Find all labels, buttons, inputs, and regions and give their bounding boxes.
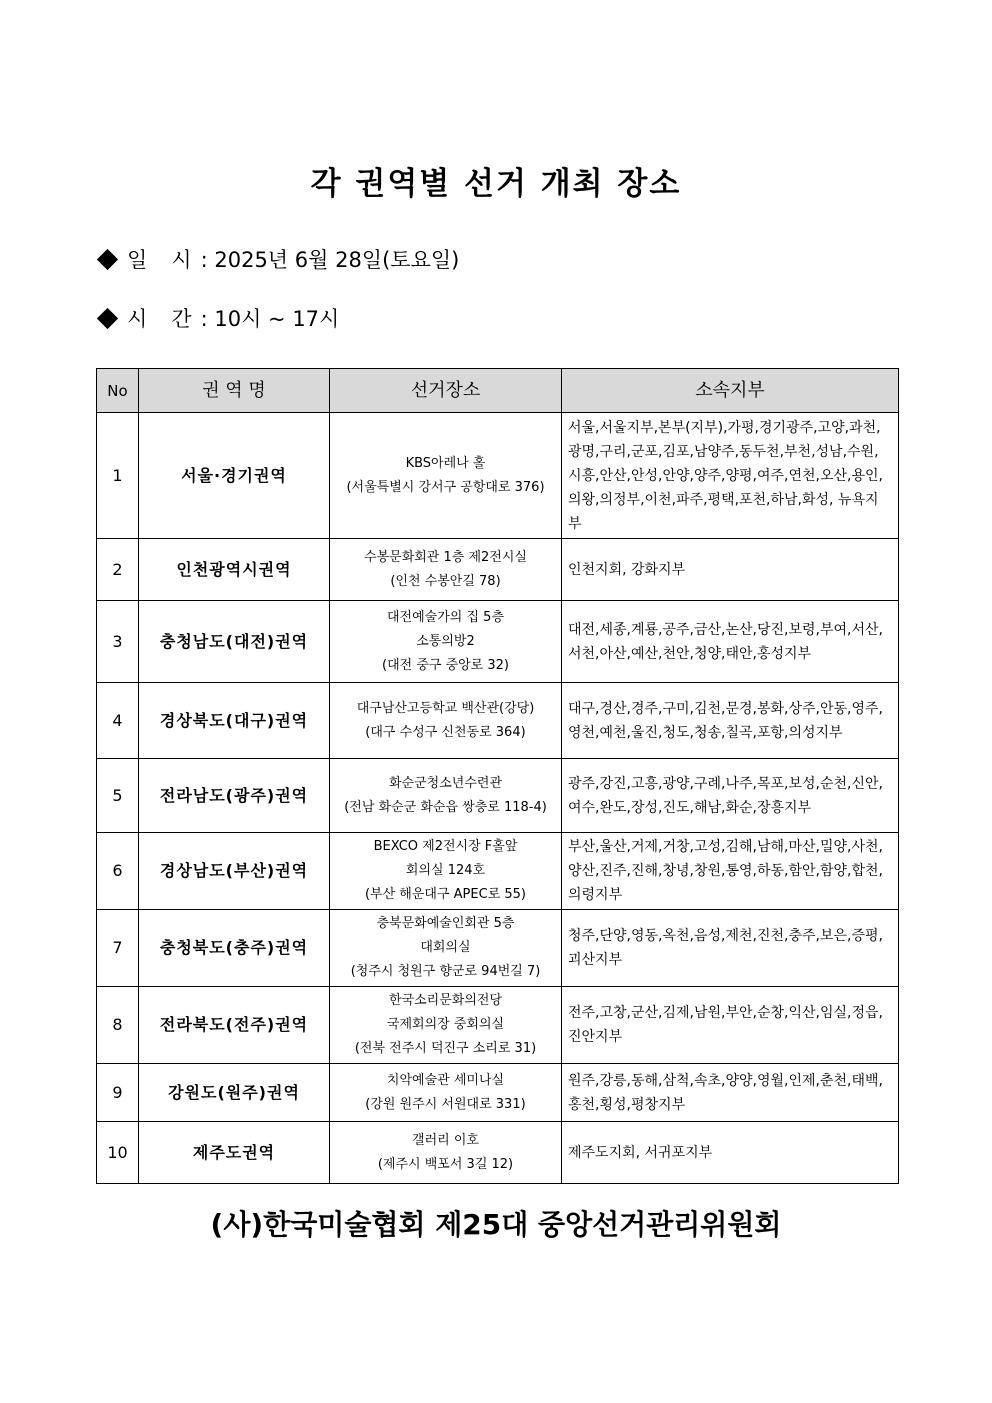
venue-line: (제주시 백포서 3길 12) [377, 1156, 514, 1172]
region-name: 서울·경기권역 [139, 413, 330, 539]
region-name: 전라북도(전주)권역 [139, 987, 330, 1064]
venue-cell [330, 683, 562, 759]
branch-list: 대구,경산,경주,구미,김천,문경,봉화,상주,안동,영주,영천,예천,울진,청도,청송,칠곡,포항,의성지부 [562, 683, 899, 759]
row-number: 9 [97, 1064, 139, 1122]
table-row [97, 601, 899, 683]
row-number: 8 [97, 987, 139, 1064]
branch-list: 청주,단양,영동,옥천,음성,제천,진천,충주,보은,증평, 괴산지부 [562, 910, 899, 987]
header-venue: 선거장소 [330, 369, 562, 413]
table-row [97, 1064, 899, 1122]
table-header-row [97, 369, 899, 413]
branch-list: 전주,고창,군산,김제,남원,부안,순창,익산,임실,정읍,진안지부 [562, 987, 899, 1064]
region-name: 충청남도(대전)권역 [139, 601, 330, 683]
row-number: 4 [97, 683, 139, 759]
time-value: : 10시 ~ 17시 [200, 307, 340, 331]
time-line [96, 303, 339, 333]
header-branches: 소속지부 [562, 369, 899, 413]
venue-line: BEXCO 제2전시장 F홀앞 [373, 839, 518, 854]
venue-line: (강원 원주시 서원대로 331) [365, 1096, 526, 1112]
venue-line: 갤러리 이호 [412, 1132, 479, 1148]
venue-line: 수봉문화회관 1층 제2전시실 [364, 549, 527, 565]
venue-line: 대구남산고등학교 백산관(강당) [356, 700, 535, 716]
region-name: 경상남도(부산)권역 [139, 833, 330, 910]
venue-cell [330, 910, 562, 987]
venue-line: 화순군청소년수련관 [388, 775, 503, 791]
venue-line: (전남 화순군 화순읍 쌍충로 118-4) [344, 799, 547, 815]
diamond-bullet-icon [97, 307, 118, 328]
region-name: 전라남도(광주)권역 [139, 759, 330, 833]
branch-list: 대전,세종,계룡,공주,금산,논산,당진,보령,부여,서산,서천,아산,예산,천안,청양,태안,홍성지부 [562, 601, 899, 683]
row-number: 3 [97, 601, 139, 683]
venue-line: 대회의실 [420, 940, 471, 955]
region-name: 인천광역시권역 [139, 539, 330, 601]
table-body [97, 413, 899, 1184]
table-row [97, 987, 899, 1064]
branch-list: 원주,강릉,동해,삼척,속초,양양,영월,인제,춘천,태백,홍천,횡성,평창지부 [562, 1064, 899, 1122]
branch-list: 제주도지회, 서귀포지부 [562, 1122, 899, 1184]
header-no: No [97, 369, 139, 413]
venue-line: (부산 해운대구 APEC로 55) [364, 887, 526, 902]
venue-line: 치악예술관 세미나실 [386, 1072, 505, 1088]
region-name: 제주도권역 [139, 1122, 330, 1184]
venue-cell [330, 601, 562, 683]
venue-line: 회의실 124호 [405, 863, 486, 878]
branch-list: 서울,서울지부,본부(지부),가평,경기광주,고양,과천,광명,구리,군포,김포,남양주,동두천,부천,성남,수원,시흥,안산,안성,안양,양주,양평,여주,연천,오산,용인,의왕,의정부,이천,파주,평택,포천,하남,화성, 뉴욕지부 [562, 413, 899, 539]
venue-line: 충북문화예술인회관 5층 [376, 916, 515, 931]
venue-cell [330, 833, 562, 910]
venue-line: 소통의방2 [416, 633, 475, 649]
venue-cell [330, 1064, 562, 1122]
region-name: 경상북도(대구)권역 [139, 683, 330, 759]
header-region: 권 역 명 [139, 369, 330, 413]
date-label: 일 시 [127, 248, 193, 272]
date-line [96, 244, 459, 274]
page-title: 각 권역별 선거 개최 장소 [310, 166, 682, 202]
row-number: 1 [97, 413, 139, 539]
organization-footer: (사)한국미술협회 제25대 중앙선거관리위원회 [210, 1208, 782, 1241]
row-number: 6 [97, 833, 139, 910]
region-name: 강원도(원주)권역 [139, 1064, 330, 1122]
row-number: 7 [97, 910, 139, 987]
date-value: : 2025년 6월 28일(토요일) [200, 248, 460, 272]
row-number: 2 [97, 539, 139, 601]
venue-line: (전북 전주시 덕진구 소리로 31) [354, 1041, 537, 1056]
venue-line: (인천 수봉안길 78) [390, 573, 501, 589]
table-row [97, 833, 899, 910]
table-row [97, 910, 899, 987]
venue-cell [330, 987, 562, 1064]
venue-line: (대전 중구 중앙로 32) [382, 657, 509, 673]
venue-line: (청주시 청원구 향군로 94번길 7) [350, 964, 541, 979]
venue-line: 국제회의장 중회의실 [386, 1017, 505, 1032]
diamond-bullet-icon [97, 248, 118, 269]
venue-line: 한국소리문화의전당 [388, 993, 503, 1008]
branch-list: 광주,강진,고흥,광양,구례,나주,목포,보성,순천,신안,여수,완도,장성,진도,해남,화순,장흥지부 [562, 759, 899, 833]
region-name: 충청북도(충주)권역 [139, 910, 330, 987]
venue-cell [330, 1122, 562, 1184]
table-row [97, 413, 899, 539]
venue-cell [330, 759, 562, 833]
branch-list: 부산,울산,거제,거창,고성,김해,남해,마산,밀양,사천,양산,진주,진해,창녕,창원,통영,하동,함안,함양,합천,의령지부 [562, 833, 899, 910]
table-row [97, 539, 899, 601]
table-row [97, 683, 899, 759]
venue-table [96, 368, 899, 1184]
branch-list: 인천지회, 강화지부 [562, 539, 899, 601]
row-number: 10 [97, 1122, 139, 1184]
venue-cell [330, 539, 562, 601]
row-number: 5 [97, 759, 139, 833]
venue-cell [330, 413, 562, 539]
venue-line: 대전예술가의 집 5층 [387, 609, 504, 625]
table-row [97, 1122, 899, 1184]
venue-line: KBS아레나 홀 [405, 455, 486, 471]
venue-line: (서울특별시 강서구 공항대로 376) [346, 479, 545, 495]
venue-line: (대구 수성구 신천동로 364) [365, 724, 526, 740]
table-row [97, 759, 899, 833]
time-label: 시 간 [127, 307, 193, 331]
